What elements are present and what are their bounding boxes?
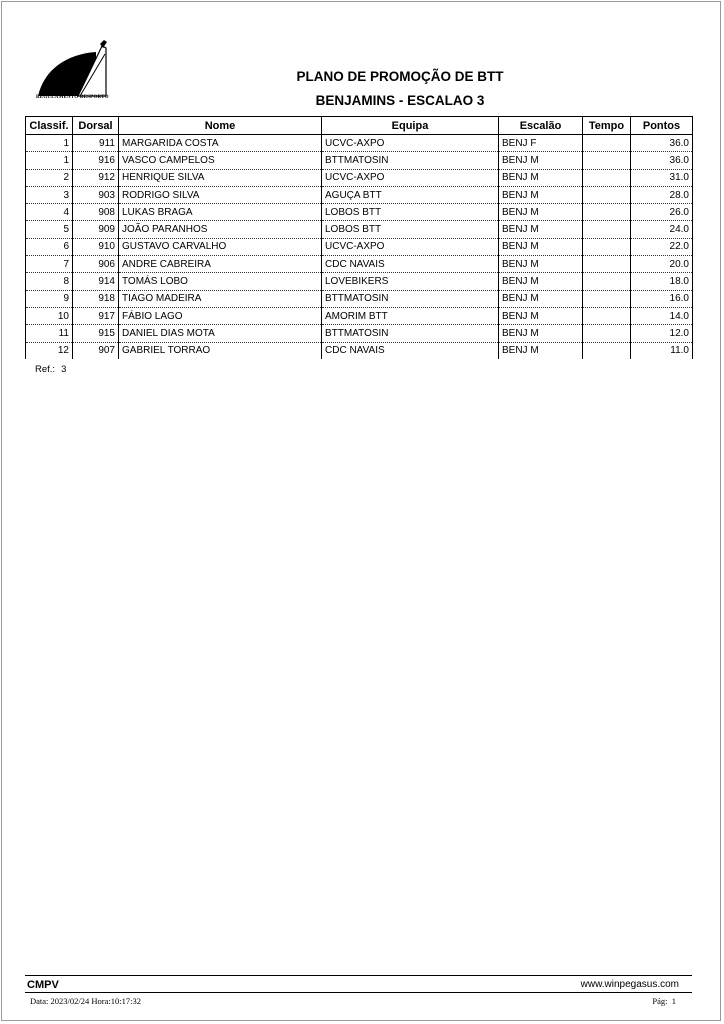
table-row [26,342,693,359]
team-cell: UCVC-AXPO [322,169,499,186]
team-cell: AGUÇA BTT [322,186,499,203]
time-cell [583,135,631,152]
team-cell: LOBOS BTT [322,204,499,221]
time-cell [583,186,631,203]
team-cell: UCVC-AXPO [322,135,499,152]
page-number: 1 [671,996,676,1006]
classif-cell: 12 [26,342,73,359]
footer-date-time: Data: 2023/02/24 Hora:10:17:32 [30,996,141,1006]
name-cell: HENRIQUE SILVA [119,169,322,186]
name-cell: VASCO CAMPELOS [119,152,322,169]
category-cell: BENJ M [499,169,583,186]
time-cell [583,273,631,290]
name-cell: TOMÁS LOBO [119,273,322,290]
table-row [26,204,693,221]
table-header-row [26,117,693,135]
category-cell: BENJ M [499,204,583,221]
footer-organization: CMPV [27,979,59,991]
classif-cell: 5 [26,221,73,238]
dorsal-cell: 914 [73,273,119,290]
table-row [26,152,693,169]
dorsal-cell: 908 [73,204,119,221]
dorsal-cell: 909 [73,221,119,238]
dorsal-cell: 903 [73,186,119,203]
table-row [26,186,693,203]
category-cell: BENJ M [499,152,583,169]
name-cell: RODRIGO SILVA [119,186,322,203]
classif-cell: 7 [26,256,73,273]
time-cell [583,307,631,324]
team-cell: CDC NAVAIS [322,256,499,273]
category-cell: BENJ F [499,135,583,152]
report-title: PLANO DE PROMOÇÃO DE BTT [296,69,504,84]
category-cell: BENJ M [499,325,583,342]
classif-cell: 1 [26,152,73,169]
name-cell: JOÃO PARANHOS [119,221,322,238]
name-cell: MARGARIDA COSTA [119,135,322,152]
federation-logo-icon [36,40,112,102]
time-cell [583,221,631,238]
results-body [26,135,693,359]
logo-caption: REGULAMENTO DESPORTO [36,95,109,100]
classif-cell: 9 [26,290,73,307]
name-cell: GABRIEL TORRAO [119,342,322,359]
points-cell: 22.0 [631,238,693,255]
points-cell: 24.0 [631,221,693,238]
time-cell [583,204,631,221]
time-cell [583,342,631,359]
category-cell: BENJ M [499,186,583,203]
time-cell [583,290,631,307]
points-cell: 26.0 [631,204,693,221]
time-cell [583,169,631,186]
time-cell [583,152,631,169]
dorsal-cell: 917 [73,307,119,324]
points-cell: 14.0 [631,307,693,324]
category-cell: BENJ M [499,221,583,238]
table-row [26,135,693,152]
footer-divider-bottom [25,992,692,993]
name-cell: DANIEL DIAS MOTA [119,325,322,342]
points-cell: 31.0 [631,169,693,186]
points-cell: 12.0 [631,325,693,342]
dorsal-cell: 918 [73,290,119,307]
dorsal-cell: 912 [73,169,119,186]
ref-label: Ref.: [35,364,56,375]
points-cell: 18.0 [631,273,693,290]
category-cell: BENJ M [499,307,583,324]
dorsal-cell: 911 [73,135,119,152]
team-cell: BTTMATOSIN [322,152,499,169]
ref-value: 3 [61,364,67,375]
table-row [26,307,693,324]
results-table [25,116,693,359]
column-header-pontos: Pontos [631,117,693,135]
column-header-equipa: Equipa [322,117,499,135]
team-cell: BTTMATOSIN [322,290,499,307]
dorsal-cell: 907 [73,342,119,359]
footer-website: www.winpegasus.com [580,979,679,990]
team-cell: UCVC-AXPO [322,238,499,255]
points-cell: 11.0 [631,342,693,359]
name-cell: TIAGO MADEIRA [119,290,322,307]
table-row [26,325,693,342]
points-cell: 20.0 [631,256,693,273]
column-header-classif: Classif. [26,117,73,135]
dorsal-cell: 906 [73,256,119,273]
table-row [26,169,693,186]
classif-cell: 6 [26,238,73,255]
time-cell [583,238,631,255]
table-row [26,256,693,273]
page-label: Pág: [652,996,668,1006]
table-row [26,290,693,307]
classif-cell: 4 [26,204,73,221]
team-cell: BTTMATOSIN [322,325,499,342]
name-cell: LUKAS BRAGA [119,204,322,221]
ref-note [35,364,66,375]
time-cell [583,256,631,273]
category-cell: BENJ M [499,256,583,273]
column-header-nome: Nome [119,117,322,135]
column-header-dorsal: Dorsal [73,117,119,135]
classif-cell: 11 [26,325,73,342]
team-cell: AMORIM BTT [322,307,499,324]
points-cell: 36.0 [631,135,693,152]
dorsal-cell: 915 [73,325,119,342]
classif-cell: 1 [26,135,73,152]
classif-cell: 8 [26,273,73,290]
category-cell: BENJ M [499,273,583,290]
name-cell: ANDRE CABREIRA [119,256,322,273]
report-subtitle: BENJAMINS - ESCALAO 3 [315,93,485,108]
dorsal-cell: 916 [73,152,119,169]
classif-cell: 2 [26,169,73,186]
table-row [26,238,693,255]
footer-page-info [652,996,676,1006]
name-cell: FÁBIO LAGO [119,307,322,324]
time-cell [583,325,631,342]
team-cell: CDC NAVAIS [322,342,499,359]
column-header-tempo: Tempo [583,117,631,135]
classif-cell: 3 [26,186,73,203]
category-cell: BENJ M [499,238,583,255]
points-cell: 36.0 [631,152,693,169]
points-cell: 28.0 [631,186,693,203]
column-header-escalao: Escalão [499,117,583,135]
table-row [26,273,693,290]
footer-divider-top [25,975,692,976]
name-cell: GUSTAVO CARVALHO [119,238,322,255]
category-cell: BENJ M [499,290,583,307]
dorsal-cell: 910 [73,238,119,255]
table-row [26,221,693,238]
team-cell: LOVEBIKERS [322,273,499,290]
classif-cell: 10 [26,307,73,324]
team-cell: LOBOS BTT [322,221,499,238]
category-cell: BENJ M [499,342,583,359]
points-cell: 16.0 [631,290,693,307]
